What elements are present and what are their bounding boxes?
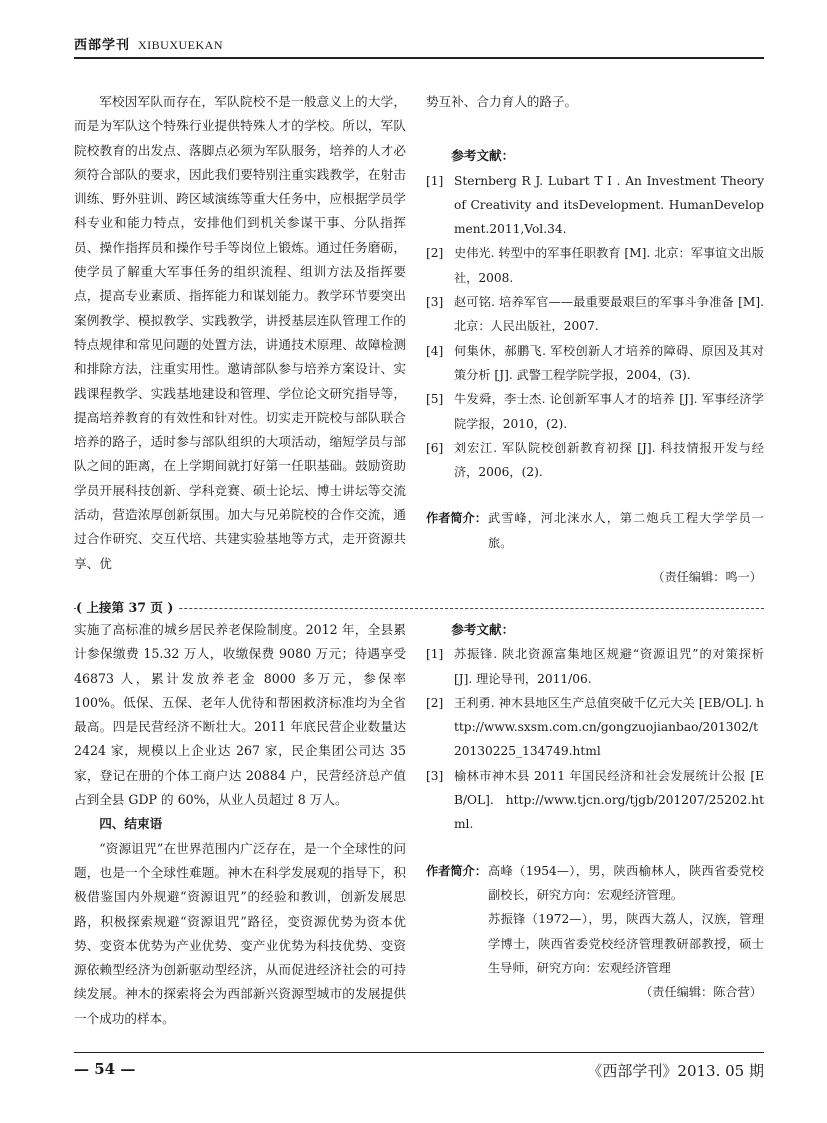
continued-from-tag: ( 上接第 37 页 ) — [76, 598, 178, 618]
article1-editor-credit: （责任编辑：鸣一） — [652, 570, 762, 585]
author-label: 作者简介： — [426, 863, 487, 878]
author-text: 武雪峰，河北涞水人，第二炮兵工程大学学员一旅。 — [488, 511, 764, 550]
reference-item: [5] 牛发舜，李士杰. 论创新军事人才的培养 [J]. 军事经济学院学报，2010，(2). — [426, 392, 764, 431]
article2-author-bio — [426, 859, 764, 980]
author-text: 高峰（1954—），男，陕西榆林人，陕西省委党校副校长，研究方向：宏观经济管理。 — [488, 863, 764, 902]
reference-item: [2] 史伟光. 转型中的军事任职教育 [M]. 北京：军事谊文出版社，2008. — [426, 246, 764, 285]
article2-right-column — [426, 618, 764, 1004]
article1-right-column — [426, 90, 764, 589]
reference-item: [6] 刘宏江. 军队院校创新教育初探 [J]. 科技情报开发与经济，2006，(2). — [426, 440, 764, 480]
article1-left-column — [74, 90, 406, 576]
reference-item: [4] 何集休，郝鹏飞. 军校创新人才培养的障碍、原因及其对策分析 [J]. 武警工程学院学报，2004，(3). — [426, 343, 764, 382]
journal-name-en: XIBUXUEKAN — [138, 38, 224, 52]
author-label: 作者简介： — [426, 511, 487, 526]
article2-body-paragraph: 实施了高标准的城乡居民养老保险制度。2012 年，全县累计参保缴费 15.32 万人，收缴保费 9080 万元；待遇享受 46873 人，累计发放养老金 8000 多万元，参保率 100%。低保、五保、老年人优待和帮困救济标准均为全省最高。四是民营经济不断壮大。2011 年底民营企业数量达 2424 家，规模以上企业达 267 家，民企集团公司达 35 家，登记在册的个体工商户达 20884 户，民营经济总产值占到全县 GDP 的 60%，从业人员超过 8 万人。 — [74, 622, 406, 808]
article2-reference-list — [426, 642, 764, 836]
reference-item: [1] Sternberg R J. Lubart T I . An Investment Theory of Creativity and itsDevelopment. HumanDevelopment.2011,Vol.34. — [426, 173, 764, 237]
article2-conclusion-paragraph: “资源诅咒”在世界范围内广泛存在，是一个全球性的问题，也是一个全球性难题。神木在科学发展观的指导下，积极借鉴国内外规避“资源诅咒”的经验和教训，创新发展思路，积极探索规避“资源诅咒”路径，变资源优势为资本优势、变资本优势为产业优势、变产业优势为科技优势、变资源依赖型经济为创新驱动型经济，从而促进经济社会的可持续发展。神木的探索将会为西部新兴资源型城市的发展提供一个成功的样本。 — [74, 840, 406, 1026]
footer-rule — [74, 1052, 764, 1053]
reference-item: [1] 苏振锋. 陕北资源富集地区规避“资源诅咒”的对策探析 [J]. 理论导刊，2011/06. — [426, 647, 764, 686]
article2-left-column — [74, 618, 406, 1031]
reference-item: [3] 榆林市神木县 2011 年国民经济和社会发展统计公报 [EB/OL]. http://www.tjcn.org/tjgb/201207/25202.html. — [426, 768, 764, 832]
journal-name-cn: 西部学刊 — [74, 38, 131, 53]
header-rule — [74, 57, 764, 59]
article1-body-continuation: 势互补、合力育人的路子。 — [426, 94, 578, 109]
footer-journal-issue: 《西部学刊》2013. 05 期 — [587, 1062, 764, 1080]
article1-author-bio — [426, 506, 764, 555]
page-header — [74, 34, 764, 56]
section-title: 四、结束语 — [99, 816, 163, 832]
article1-reference-list — [426, 169, 764, 485]
author-text: 苏振锋（1972—），男，陕西大荔人，汉族，管理学博士，陕西省委党校经济管理教研部教授，硕士生导师，研究方向：宏观经济管理 — [488, 912, 764, 975]
article1-references-heading: 参考文献： — [451, 148, 515, 164]
reference-item: [3] 赵可铭. 培养军官——最重要最艰巨的军事斗争准备 [M]. 北京：人民出版社，2007. — [426, 295, 764, 334]
article2-references-heading: 参考文献： — [451, 622, 515, 637]
reference-item: [2] 王利勇. 神木县地区生产总值突破千亿元大关 [EB/OL]. http://www.sxsm.com.cn/gongzuojianbao/201302/t20130225_134749.html — [426, 695, 764, 759]
article1-body-paragraph: 军校因军队而存在，军队院校不是一般意义上的大学，而是为军队这个特殊行业提供特殊人才的学校。所以，军队院校教育的出发点、落脚点必须为军队服务，培养的人才必须符合部队的要求，因此我们要特别注重实践教学，在射击训练、野外驻训、跨区域演练等重大任务中，应根据学员学科专业和能力特点，安排他们到机关参谋干事、分队指挥员、操作指挥员和操作号手等岗位上锻炼。通过任务磨砺，使学员了解重大军事任务的组织流程、组训方法及指挥要点，提高专业素质、指挥能力和谋划能力。教学环节要突出案例教学、模拟教学、实践教学，讲授基层连队管理工作的特点规律和常见问题的处置方法，讲通技术原理、故障检测和排除方法，注重实用性。邀请部队参与培养方案设计、实践课程教学、实践基地建设和管理、学位论文研究指导等，提高培养教育的有效性和针对性。切实走开院校与部队联合培养的路子，适时参与部队组织的大项活动，缩短学员与部队之间的距离，在上学期间就打好第一任职基础。鼓励资助学员开展科技创新、学科竞赛、硕士论坛、博士讲坛等交流活动，营造浓厚创新氛围。加大与兄弟院校的合作交流，通过合作研究、交互代培、共建实验基地等方式，走开资源共享、优 — [74, 94, 406, 571]
page-number: — 54 — — [74, 1060, 136, 1078]
article2-editor-credit: （责任编辑：陈合营） — [640, 985, 762, 1000]
